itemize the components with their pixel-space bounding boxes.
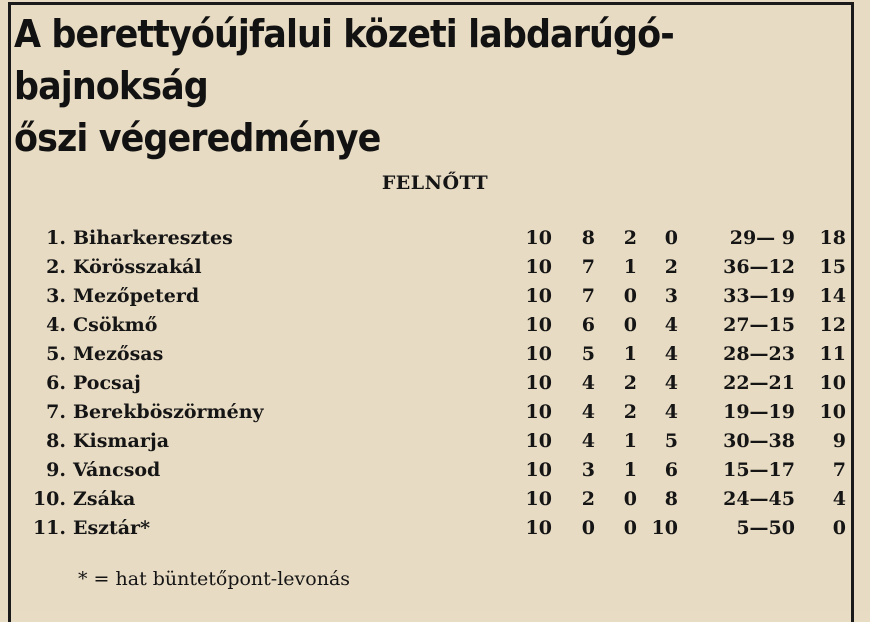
- points: 7: [832, 459, 846, 481]
- team-name: Csökmő: [73, 314, 158, 336]
- games-played: 10: [525, 314, 552, 336]
- games-drawn: 1: [623, 256, 637, 278]
- table-row: [0, 343, 870, 372]
- goal-ratio: 30—38: [723, 430, 795, 452]
- team-name: Mezősas: [73, 343, 164, 365]
- row-position: 10.: [32, 488, 66, 510]
- games-won: 7: [581, 256, 595, 278]
- team-name: Váncsod: [73, 459, 161, 481]
- games-drawn: 0: [623, 314, 637, 336]
- goal-ratio: 22—21: [723, 372, 795, 394]
- games-played: 10: [525, 285, 552, 307]
- row-position: 3.: [46, 285, 66, 307]
- row-position: 6.: [46, 372, 66, 394]
- games-lost: 10: [651, 517, 678, 539]
- games-drawn: 0: [623, 488, 637, 510]
- games-played: 10: [525, 372, 552, 394]
- title-line-2: őszi végeredménye: [14, 116, 381, 160]
- games-won: 2: [581, 488, 595, 510]
- games-played: 10: [525, 517, 552, 539]
- points: 11: [819, 343, 846, 365]
- section-header: FELNŐTT: [381, 172, 489, 194]
- team-name: Esztár*: [73, 517, 151, 539]
- games-played: 10: [525, 343, 552, 365]
- table-row: [0, 430, 870, 459]
- games-lost: 8: [664, 488, 678, 510]
- games-won: 4: [581, 372, 595, 394]
- points: 14: [819, 285, 846, 307]
- games-lost: 4: [664, 372, 678, 394]
- table-row: [0, 517, 870, 546]
- row-position: 2.: [46, 256, 66, 278]
- games-played: 10: [525, 401, 552, 423]
- table-row: [0, 285, 870, 314]
- games-won: 4: [581, 401, 595, 423]
- table-row: [0, 488, 870, 517]
- table-row: [0, 314, 870, 343]
- games-won: 8: [581, 227, 595, 249]
- table-row: [0, 256, 870, 285]
- team-name: Zsáka: [73, 488, 136, 510]
- games-won: 3: [581, 459, 595, 481]
- games-drawn: 2: [623, 372, 637, 394]
- row-position: 1.: [46, 227, 66, 249]
- team-name: Körösszakál: [73, 256, 202, 278]
- row-position: 8.: [46, 430, 66, 452]
- team-name: Biharkeresztes: [73, 227, 233, 249]
- games-won: 4: [581, 430, 595, 452]
- games-drawn: 0: [623, 285, 637, 307]
- goal-ratio: 33—19: [723, 285, 795, 307]
- games-played: 10: [525, 459, 552, 481]
- games-played: 10: [525, 227, 552, 249]
- points: 4: [832, 488, 846, 510]
- games-won: 5: [581, 343, 595, 365]
- team-name: Kismarja: [73, 430, 170, 452]
- games-lost: 0: [664, 227, 678, 249]
- goal-ratio: 28—23: [723, 343, 795, 365]
- points: 15: [819, 256, 846, 278]
- points: 18: [819, 227, 846, 249]
- games-lost: 3: [664, 285, 678, 307]
- points: 9: [832, 430, 846, 452]
- points: 12: [819, 314, 846, 336]
- goal-ratio: 15—17: [723, 459, 795, 481]
- games-lost: 4: [664, 343, 678, 365]
- row-position: 5.: [46, 343, 66, 365]
- footnote: * = hat büntetőpont-levonás: [78, 568, 351, 590]
- goal-ratio: 24—45: [723, 488, 795, 510]
- points: 10: [819, 372, 846, 394]
- title-line-1: A berettyóújfalui közeti labdarúgó-bajnokság: [14, 12, 674, 108]
- goal-ratio: 27—15: [723, 314, 795, 336]
- games-lost: 5: [664, 430, 678, 452]
- goal-ratio: 5—50: [736, 517, 795, 539]
- games-lost: 6: [664, 459, 678, 481]
- table-row: [0, 227, 870, 256]
- games-drawn: 2: [623, 401, 637, 423]
- games-drawn: 1: [623, 343, 637, 365]
- row-position: 7.: [46, 401, 66, 423]
- games-won: 0: [581, 517, 595, 539]
- games-played: 10: [525, 430, 552, 452]
- goal-ratio: 29— 9: [729, 227, 795, 249]
- table-row: [0, 459, 870, 488]
- games-drawn: 1: [623, 430, 637, 452]
- row-position: 4.: [46, 314, 66, 336]
- games-drawn: 1: [623, 459, 637, 481]
- games-won: 6: [581, 314, 595, 336]
- games-won: 7: [581, 285, 595, 307]
- team-name: Berekböszörmény: [73, 401, 264, 423]
- team-name: Pocsaj: [73, 372, 141, 394]
- team-name: Mezőpeterd: [73, 285, 200, 307]
- table-row: [0, 401, 870, 430]
- goal-ratio: 36—12: [723, 256, 795, 278]
- row-position: 9.: [46, 459, 66, 481]
- goal-ratio: 19—19: [723, 401, 795, 423]
- games-drawn: 2: [623, 227, 637, 249]
- points: 10: [819, 401, 846, 423]
- points: 0: [832, 517, 846, 539]
- article-title: [14, 8, 778, 164]
- games-drawn: 0: [623, 517, 637, 539]
- games-lost: 4: [664, 314, 678, 336]
- table-row: [0, 372, 870, 401]
- row-position: 11.: [32, 517, 66, 539]
- games-lost: 2: [664, 256, 678, 278]
- games-played: 10: [525, 488, 552, 510]
- games-played: 10: [525, 256, 552, 278]
- games-lost: 4: [664, 401, 678, 423]
